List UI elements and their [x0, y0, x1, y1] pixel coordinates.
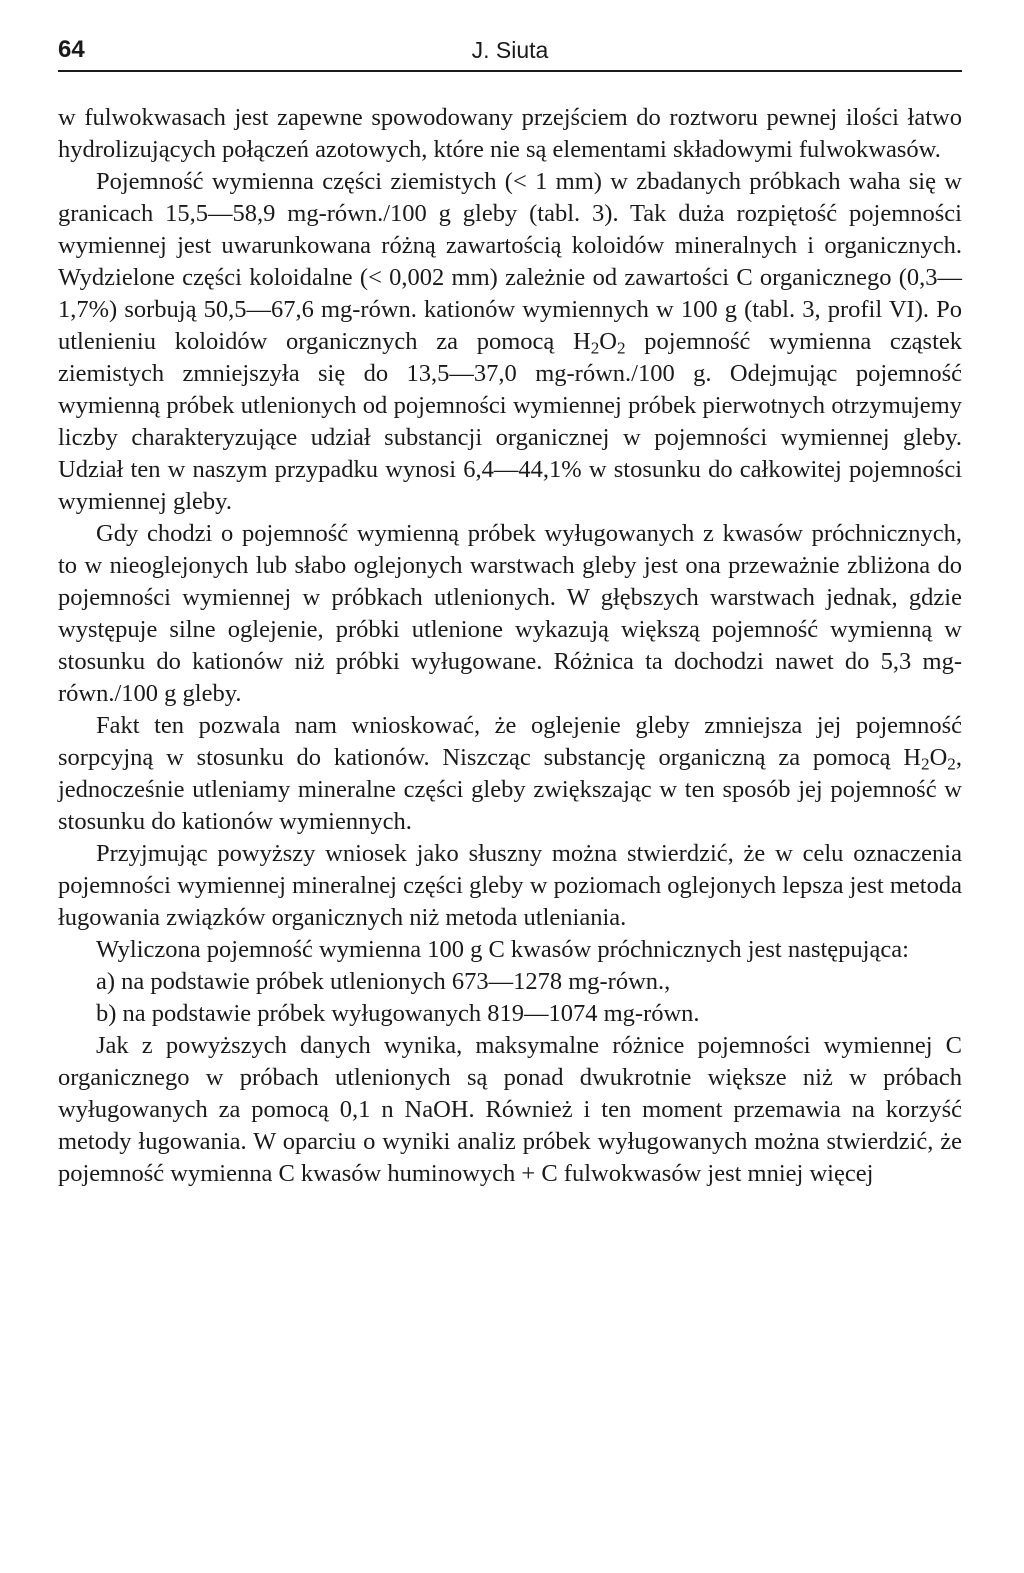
- paragraph: w fulwokwasach jest zapewne spowodowany przejściem do roztworu pewnej ilości łatwo hydrolizujących połączeń azotowych, które nie są elementami składowymi fulwokwasów.: [58, 104, 962, 163]
- text-run: pojemność wymienna cząstek ziemistych zmniejszyła się do 13,5—37,0 mg-równ./100 g. Odejmując pojemność wymienną próbek utlenionych od pojemności wymiennej próbek pierwotnych otrzymujemy liczby charakteryzujące udział substancji organicznej w pojemności wymiennej gleby. Udział ten w naszym przypadku wynosi 6,4—44,1% w stosunku do całkowitej pojemności wymiennej gleby.: [58, 328, 963, 515]
- paragraph: Przyjmując powyższy wniosek jako słuszny można stwierdzić, że w celu oznaczenia pojemności wymiennej mineralnej części gleby w poziomach oglejonych lepsza jest metoda ługowania związków organicznych niż metoda utleniania.: [58, 840, 962, 931]
- formula-h2o2: $H_2O_2$: [903, 744, 956, 774]
- paragraph: [58, 710, 962, 838]
- body-text: [58, 70, 962, 1190]
- paragraph: Gdy chodzi o pojemność wymienną próbek wyługowanych z kwasów próchnicznych, to w nieoglejonych lub słabo oglejonych warstwach gleby jest ona przeważnie zbliżona do pojemności wymiennej w próbkach utlenionych. W głębszych warstwach jednak, gdzie występuje silne oglejenie, próbki utlenione wykazują większą pojemność wymienną w stosunku do kationów niż próbki wyługowane. Różnica ta dochodzi nawet do 5,3 mg-równ./100 g gleby.: [58, 520, 962, 707]
- header-rule: [58, 70, 962, 72]
- page-number: 64: [58, 36, 85, 63]
- list-item: a) na podstawie próbek utlenionych 673—1278 mg-równ.,: [96, 968, 671, 995]
- paragraph: Wyliczona pojemność wymienna 100 g C kwasów próchnicznych jest następująca:: [96, 936, 909, 963]
- text-run: Fakt ten pozwala nam wnioskować, że oglejenie gleby zmniejsza jej pojemność sorpcyjną w stosunku do kationów. Niszcząc substancję organiczną za pomocą: [58, 712, 962, 771]
- list-item: b) na podstawie próbek wyługowanych 819—1074 mg-równ.: [96, 1000, 700, 1027]
- formula-h2o2: $H_2O_2$: [572, 328, 626, 358]
- page-header: [58, 0, 962, 70]
- text-run: , jednocześnie utleniamy mineralne części gleby zwiększając w ten sposób jej pojemność w stosunku do kationów wymiennych.: [58, 744, 962, 835]
- text-run: Pojemność wymienna części ziemistych (< 1 mm) w zbadanych próbkach waha się w granicach 15,5—58,9 mg-równ./100 g gleby (tabl. 3). Tak duża rozpiętość pojemności wymiennej jest uwarunkowana różną zawartością koloidów mineralnych i organicznych. Wydzielone części koloidalne (< 0,002 mm) zależnie od zawartości C organicznego (0,3—1,7%) sorbują 50,5—67,6 mg-równ. kationów wymiennych w 100 g (tabl. 3, profil VI). Po utlenieniu koloidów organicznych za pomocą: [58, 168, 962, 355]
- running-head: J. Siuta: [471, 37, 549, 63]
- paragraph: [58, 166, 962, 518]
- paragraph: Jak z powyższych danych wynika, maksymalne różnice pojemności wymiennej C organicznego w próbach utlenionych są ponad dwukrotnie większe niż w próbach wyługowanych za pomocą 0,1 n NaOH. Również i ten moment przemawia na korzyść metody ługowania. W oparciu o wyniki analiz próbek wyługowanych można stwierdzić, że pojemność wymienna C kwasów huminowych + C fulwokwasów jest mniej więcej: [58, 1032, 962, 1187]
